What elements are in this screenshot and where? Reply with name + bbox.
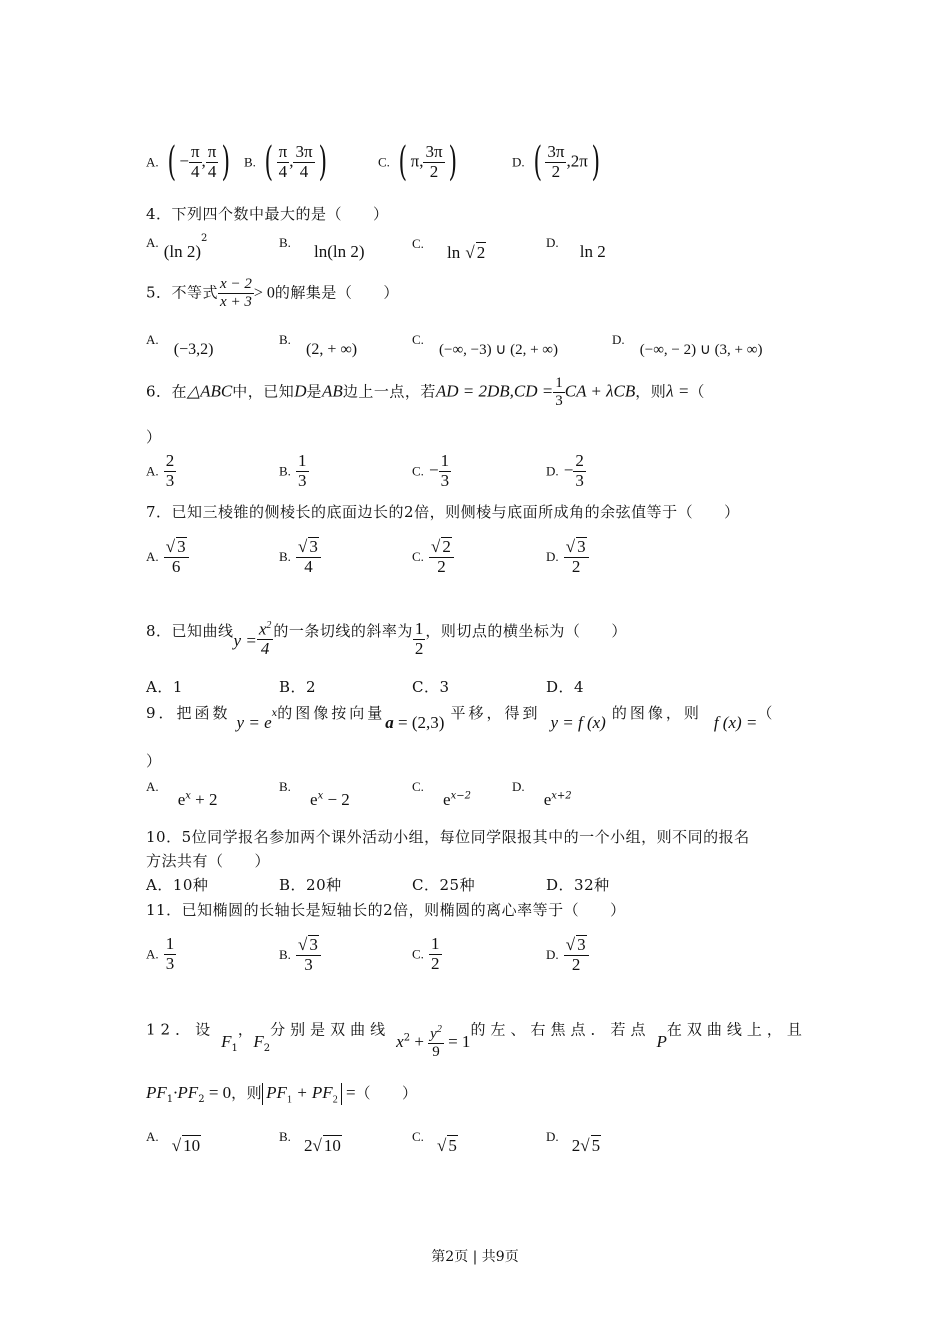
math-text: e — [543, 790, 552, 809]
option-label: B. — [279, 947, 291, 963]
stem-text: 5．不等式 — [146, 283, 219, 302]
stem-text: （ — [757, 704, 773, 722]
math-text: y = — [233, 631, 257, 651]
q3-option-d — [512, 139, 603, 185]
q12-option-c — [412, 1125, 457, 1155]
option-label: C. — [412, 463, 424, 479]
absolute-value — [262, 1083, 342, 1105]
subscript: 2 — [198, 1094, 205, 1106]
option-label: C. — [412, 236, 424, 251]
math-text: 2 — [304, 1136, 313, 1155]
option-label: B. — [279, 1129, 291, 1144]
stem-text: 分别是双曲线 — [270, 1020, 391, 1039]
fraction — [296, 537, 321, 576]
q5-option-d — [612, 329, 763, 358]
denominator: 6 — [171, 556, 181, 576]
q10-option-d: D．32种 — [546, 876, 610, 894]
subscript: 1 — [286, 1094, 292, 1106]
math-text: AB — [322, 381, 343, 401]
radical-sign: √ — [565, 537, 576, 556]
q7-option-c — [412, 537, 454, 576]
denominator: 4 — [299, 161, 309, 181]
math-text: △ABC — [187, 381, 233, 401]
math-text: (ln 2) — [163, 242, 202, 261]
q10-stem-line2: 方法共有（ ） — [146, 852, 271, 870]
stem-text: 9．把函数 — [146, 704, 231, 722]
q8-option-c: C．3 — [412, 678, 450, 696]
radical-sign: √ — [437, 1136, 447, 1155]
math-text: PF — [146, 1083, 167, 1102]
radicand: 3 — [309, 537, 318, 556]
stem-text: （ ） — [355, 1084, 418, 1102]
math-text: y = e — [236, 713, 272, 732]
fraction — [257, 620, 274, 659]
sign: − — [563, 460, 574, 480]
radicand: 3 — [577, 537, 586, 556]
q3-option-c — [378, 139, 460, 185]
fraction — [206, 143, 219, 181]
q6-stem — [146, 375, 705, 409]
math-text: ln — [447, 243, 461, 262]
q12-option-d — [546, 1125, 601, 1155]
math-text: = 1 — [443, 1031, 471, 1051]
math-text: π, — [410, 151, 424, 171]
stem-text: ，则 — [231, 1084, 263, 1102]
option-label: A. — [146, 235, 159, 250]
math-text: (−∞, − 2) ∪ (3, + ∞) — [639, 342, 763, 358]
q9-option-b — [279, 776, 350, 809]
math-text: f (x) = — [713, 713, 758, 732]
stem-text: 12．设 — [146, 1020, 216, 1039]
option-label: D. — [612, 332, 625, 347]
left-paren: ( — [264, 139, 274, 185]
denominator: x + 3 — [220, 293, 252, 310]
option-label: A. — [146, 549, 159, 565]
numerator: 1 — [431, 934, 440, 953]
q3-option-a — [146, 139, 234, 185]
math-text: (−∞, −3) ∪ (2, + ∞) — [439, 342, 558, 358]
minus-sign: − — [179, 151, 189, 171]
stem-text: 的图像按向量 — [277, 704, 386, 722]
stem-text: ，则 — [635, 382, 667, 401]
option-label: D. — [512, 154, 525, 170]
math-text: P — [656, 1031, 667, 1051]
stem-text: 的解集是（ ） — [274, 283, 399, 302]
math-text: λ = — [666, 381, 690, 401]
numerator: y — [430, 1026, 437, 1042]
denominator: 2 — [431, 953, 440, 973]
q6-option-a — [146, 452, 176, 490]
option-label: C. — [412, 332, 424, 347]
denominator: 4 — [260, 639, 270, 659]
superscript: x — [317, 790, 324, 802]
radical-sign: √ — [431, 537, 441, 556]
math-text: − 2 — [323, 790, 350, 809]
right-paren: ) — [448, 139, 457, 185]
option-label: D. — [546, 549, 559, 565]
denominator: 3 — [165, 953, 175, 973]
stem-text: 6．在 — [146, 382, 188, 401]
stem-text: 是 — [306, 382, 323, 401]
sign: − — [429, 460, 439, 480]
q4-option-a — [146, 232, 208, 261]
q7-option-d — [546, 537, 589, 576]
radical-sign: √ — [580, 1136, 590, 1155]
numerator: π — [278, 141, 288, 161]
option-label: D. — [512, 779, 525, 794]
option-label: D. — [546, 235, 559, 250]
numerator: 3π — [425, 141, 443, 161]
q11-option-a — [146, 935, 176, 973]
radical-sign: √ — [465, 243, 475, 262]
q11-option-c — [412, 935, 442, 973]
left-paren: ( — [533, 139, 542, 185]
math-text: ·PF — [173, 1083, 199, 1102]
math-text: = (2,3) — [393, 713, 445, 732]
option-label: A. — [146, 463, 159, 479]
fraction — [296, 452, 309, 490]
superscript: 2 — [403, 1032, 411, 1044]
q10-option-a: A．10种 — [146, 876, 209, 894]
superscript: x−2 — [450, 790, 471, 802]
q9-option-d — [512, 776, 572, 809]
fraction — [293, 143, 314, 181]
radical-sign: √ — [312, 1136, 322, 1155]
math-text: CA + λCB — [564, 381, 636, 401]
fraction — [164, 537, 189, 576]
stem-text: 平移，得到 — [450, 704, 541, 722]
fraction — [296, 935, 321, 974]
math-text: + PF — [291, 1083, 333, 1102]
stem-text: ， — [237, 1020, 254, 1039]
radical-sign: √ — [165, 537, 176, 556]
fraction — [564, 537, 589, 576]
option-label: D. — [546, 463, 559, 479]
fraction — [428, 1024, 444, 1060]
denominator: 3 — [165, 470, 175, 490]
math-text: e — [177, 790, 186, 809]
q12-option-a — [146, 1125, 201, 1155]
q11-option-d — [546, 935, 589, 974]
fraction — [413, 620, 426, 658]
math-text: PF — [266, 1083, 287, 1102]
stem-text: 的图像，则 — [611, 704, 702, 722]
q12-stem-line1 — [146, 1012, 807, 1060]
radical-sign: √ — [565, 935, 576, 954]
stem-text: 的左、右焦点．若点 — [470, 1020, 651, 1039]
numerator: 3π — [295, 141, 313, 161]
option-label: A. — [146, 946, 159, 962]
math-text: = — [341, 1083, 356, 1102]
denominator: 2 — [571, 954, 581, 974]
stem-text: 在双曲线上，且 — [666, 1020, 807, 1039]
q7-stem: 7．已知三棱锥的侧棱长的底面边长的2倍，则侧棱与底面所成角的余弦值等于（ ） — [146, 503, 740, 521]
math-text: (2, + ∞) — [306, 341, 358, 358]
math-text: F — [221, 1031, 232, 1051]
q10-option-b: B．20种 — [279, 876, 342, 894]
option-label: D. — [546, 947, 559, 963]
q6-option-c — [412, 452, 451, 490]
stem-text: 中，已知 — [232, 382, 295, 401]
fraction — [164, 452, 177, 490]
denominator: 3 — [555, 392, 563, 409]
q3-option-b — [244, 139, 330, 185]
denominator: 4 — [207, 161, 217, 181]
option-label: C. — [412, 946, 424, 962]
numerator: x — [258, 619, 267, 639]
right-paren: ) — [318, 139, 327, 185]
math-text: e — [443, 790, 451, 809]
q4-option-b — [279, 232, 365, 261]
option-label: C. — [378, 154, 390, 170]
q12-stem-line2 — [146, 1082, 418, 1105]
radical-sign: √ — [171, 1136, 182, 1155]
denominator: 3 — [298, 470, 307, 490]
q5-option-b — [279, 329, 358, 358]
math-text: + — [410, 1031, 429, 1051]
math-text: ln 2 — [579, 242, 606, 261]
denominator: 4 — [190, 161, 200, 181]
fraction — [429, 537, 454, 576]
q4-stem: 4．下列四个数中最大的是（ ） — [146, 205, 389, 223]
math-text: = 0 — [204, 1083, 232, 1102]
math-text: D — [294, 381, 307, 401]
numerator: 1 — [555, 375, 563, 391]
denominator: 2 — [437, 556, 446, 576]
denominator: 2 — [551, 161, 561, 181]
math-text: ,2π — [566, 151, 588, 171]
superscript: 2 — [266, 620, 272, 631]
option-label: B. — [279, 549, 291, 565]
superscript: x — [185, 790, 191, 802]
denominator: 2 — [414, 639, 424, 659]
subscript: 1 — [231, 1042, 238, 1054]
q5-option-c — [412, 329, 558, 358]
option-label: A. — [146, 154, 159, 170]
radical-sign: √ — [298, 935, 308, 954]
numerator: 1 — [414, 619, 424, 639]
math-text: 2 — [571, 1136, 581, 1155]
radicand: 2 — [476, 243, 486, 262]
superscript: 2 — [436, 1024, 442, 1035]
math-text: y = f (x) — [550, 713, 606, 732]
left-paren: ( — [167, 139, 176, 185]
radicand: 5 — [448, 1136, 457, 1155]
q11-stem: 11．已知椭圆的长轴长是短轴长的2倍，则椭圆的离心率等于（ ） — [146, 901, 626, 919]
left-paren: ( — [398, 139, 408, 185]
superscript: x — [271, 707, 278, 719]
q7-option-a — [146, 537, 189, 576]
numerator: 1 — [298, 451, 307, 470]
denominator: 2 — [571, 556, 581, 576]
option-label: B. — [279, 235, 291, 250]
math-text: F — [253, 1031, 264, 1051]
radicand: 3 — [577, 935, 586, 954]
q8-option-a: A．1 — [146, 678, 183, 696]
right-paren: ) — [591, 139, 600, 185]
option-label: C. — [412, 549, 424, 565]
denominator: 9 — [432, 1043, 440, 1060]
q9-close-paren: ） — [146, 752, 162, 770]
right-paren: ) — [221, 139, 231, 185]
q10-option-c: C．25种 — [412, 876, 476, 894]
numerator: 3π — [547, 141, 565, 161]
q9-option-c — [412, 776, 471, 809]
q5-option-a — [146, 329, 214, 358]
option-label: A. — [146, 1129, 159, 1144]
fraction — [439, 452, 452, 490]
fraction — [564, 935, 589, 974]
numerator: π — [207, 141, 217, 161]
radicand: 10 — [183, 1136, 201, 1155]
math-text: AD = 2DB,CD = — [435, 381, 554, 401]
q9-option-a — [146, 776, 218, 809]
denominator: 4 — [304, 556, 313, 576]
denominator: 2 — [429, 161, 439, 181]
math-text: (−3,2) — [173, 341, 214, 358]
q7-option-b — [279, 537, 321, 576]
numerator: x − 2 — [220, 276, 252, 292]
subscript: 2 — [332, 1094, 338, 1106]
page-footer: 第2页 | 共9页 — [431, 1249, 519, 1265]
q8-option-b: B．2 — [279, 678, 317, 696]
comma: , — [289, 151, 294, 171]
radicand: 10 — [323, 1136, 341, 1155]
math-text: + 2 — [190, 790, 218, 809]
math-text: e — [310, 790, 318, 809]
stem-text: ，则切点的横坐标为（ ） — [425, 622, 627, 641]
q8-option-d: D．4 — [546, 678, 585, 696]
q11-option-b — [279, 935, 321, 974]
comma: , — [201, 151, 206, 171]
radicand: 5 — [591, 1136, 601, 1155]
option-label: A. — [146, 332, 159, 347]
fraction — [189, 143, 202, 181]
fraction — [429, 935, 442, 973]
fraction — [218, 276, 254, 310]
option-label: B. — [279, 463, 291, 479]
radicand: 3 — [309, 935, 318, 954]
stem-text: 边上一点，若 — [342, 382, 436, 401]
denominator: 4 — [278, 161, 288, 181]
q6-option-b — [279, 452, 309, 490]
fraction — [545, 143, 566, 181]
option-label: B. — [244, 154, 256, 170]
denominator: 3 — [575, 470, 584, 490]
fraction — [553, 375, 565, 409]
q6-option-d — [546, 452, 586, 490]
q12-option-b — [279, 1125, 341, 1155]
numerator: 2 — [165, 451, 175, 470]
stem-text: 8．已知曲线 — [146, 622, 234, 641]
superscript: x+2 — [551, 790, 572, 802]
option-label: C. — [412, 779, 424, 794]
radical-sign: √ — [298, 537, 308, 556]
option-label: B. — [279, 332, 291, 347]
radicand: 2 — [442, 537, 451, 556]
fraction — [277, 143, 290, 181]
numerator: π — [190, 141, 200, 161]
fraction — [573, 452, 586, 490]
q10-stem-line1: 10．5位同学报名参加两个课外活动小组，每位同学限报其中的一个小组，则不同的报名 — [146, 828, 750, 846]
option-label: D. — [546, 1129, 559, 1144]
vector-a: a — [385, 713, 394, 732]
q5-stem — [146, 276, 399, 310]
subscript: 2 — [263, 1042, 271, 1054]
q9-stem — [146, 702, 773, 732]
q6-close-paren: ） — [146, 428, 162, 446]
denominator: 3 — [304, 954, 313, 974]
q8-stem — [146, 612, 627, 659]
option-label: B. — [279, 779, 291, 794]
radicand: 3 — [177, 537, 186, 556]
superscript: 2 — [201, 232, 208, 244]
math-text: x — [396, 1031, 404, 1051]
math-text: > 0 — [253, 284, 275, 302]
numerator: 1 — [165, 934, 175, 953]
numerator: 2 — [575, 451, 584, 470]
option-label: A. — [146, 779, 159, 794]
option-label: C. — [412, 1129, 424, 1144]
math-text: ln(ln 2) — [314, 242, 365, 261]
denominator: 3 — [440, 470, 450, 490]
q4-option-c — [412, 232, 486, 262]
numerator: 1 — [440, 451, 450, 470]
stem-text: （ — [689, 382, 705, 401]
subscript: 1 — [166, 1094, 174, 1106]
stem-text: 的一条切线的斜率为 — [273, 622, 413, 641]
fraction — [164, 935, 177, 973]
fraction — [423, 143, 444, 181]
q4-option-d — [546, 232, 606, 261]
